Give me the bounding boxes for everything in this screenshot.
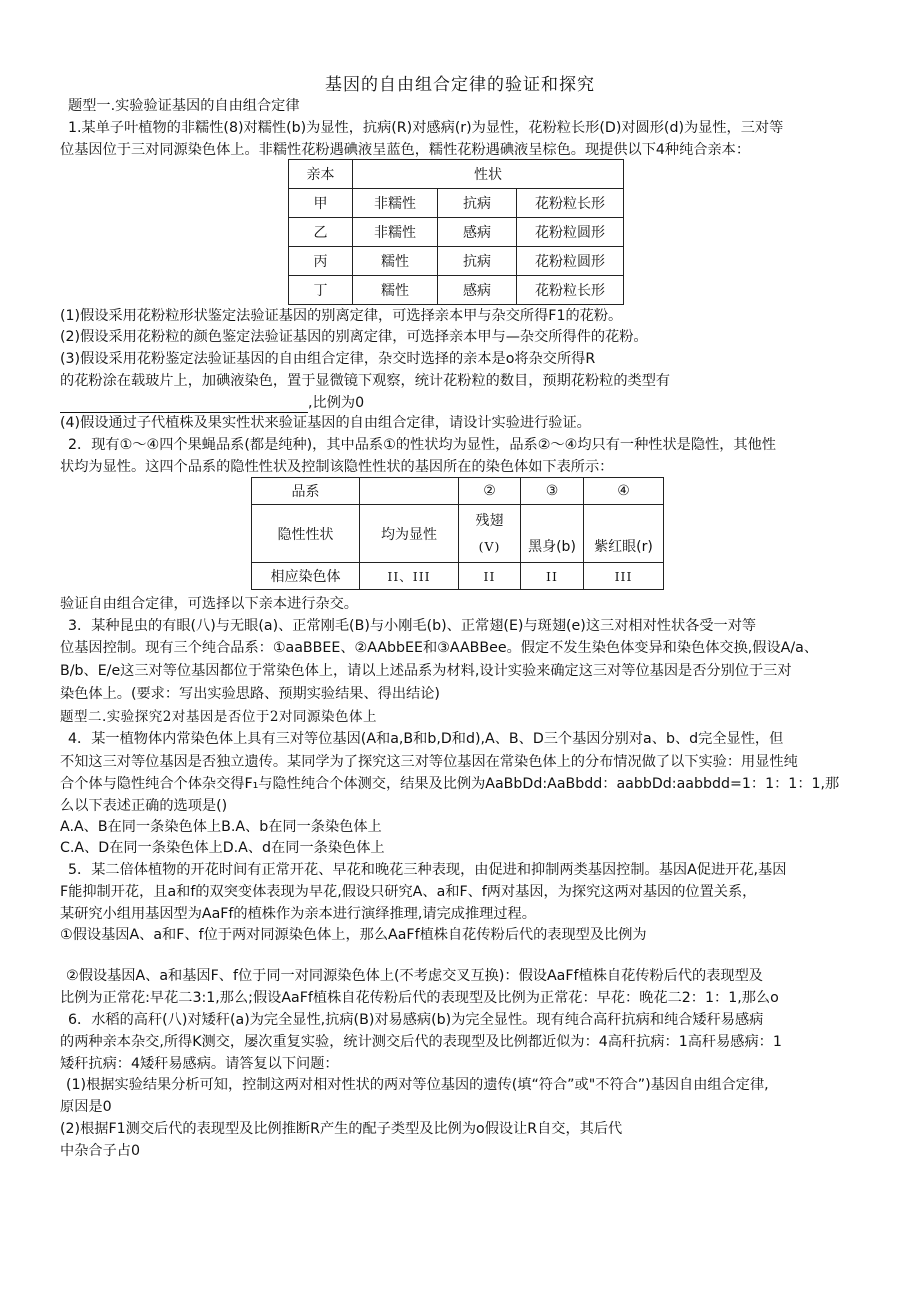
q6-line-2: 的两种亲本杂交,所得K测交，屡次重复实验，统计测交后代的表现型及比例都近似为：4高秆抗病：1高秆易感病：1	[60, 1034, 782, 1050]
table-header-cell: 品系	[252, 478, 360, 505]
table-cell	[459, 505, 521, 563]
q2-line-2: 状均为显性。这四个品系的隐性性状及控制该隐性性状的基因所在的染色体如下表所示：	[60, 459, 614, 475]
q6-line-3: 矮秆抗病：4矮秆易感病。请答复以下问题：	[60, 1056, 339, 1072]
table-header-row	[289, 160, 624, 189]
answer-blank[interactable]	[60, 398, 308, 413]
q1-line-2: 位基因位于三对同源染色体上。非糯性花粉遇碘液呈蓝色，糯性花粉遇碘液呈棕色。现提供以下4种纯合亲本：	[60, 142, 751, 158]
table-cell: 紫红眼(r)	[584, 505, 664, 563]
table-cell: 糯性	[353, 276, 438, 305]
table-cell: 黑身(b)	[521, 505, 584, 563]
trait-name: 残翅	[475, 512, 504, 529]
table-header-cell: 亲本	[289, 160, 353, 189]
q6-line-1: 6．水稻的高秆(八)对矮秆(a)为完全显性,抗病(B)对易感病(b)为完全显性。现有纯合高秆抗病和纯合矮秆易感病	[68, 1012, 764, 1028]
section-heading-2: 题型二.实验探究2对基因是否位于2对同源染色体上	[60, 709, 377, 725]
q4-option-cd: C.A、D在同一条染色体上D.A、d在同一条染色体上	[60, 840, 385, 856]
q3-line-4: 染色体上。(要求：写出实验思路、预期实验结果、得出结论)	[60, 686, 440, 702]
q6-line-4: (1)根据实验结果分析可知，控制这两对相对性状的两对等位基因的遗传(填“符合”或"不符合”)基因自由组合定律,	[66, 1077, 769, 1093]
table-cell: 非糯性	[353, 218, 438, 247]
table-cell: 花粉粒长形	[517, 276, 624, 305]
q3-line-1: 3．某种昆虫的有眼(八)与无眼(a)、正常刚毛(B)与小刚毛(b)、正常翅(E)与斑翅(e)这三对相对性状各受一对等	[68, 618, 757, 634]
q1-sub-2: (2)假设采用花粉粒的颜色鉴定法验证基因的别离定律，可选择亲本甲与—杂交所得件的花粉。	[60, 329, 648, 345]
table-cell: 花粉粒圆形	[517, 218, 624, 247]
table-row	[252, 505, 664, 563]
table-row	[289, 218, 624, 247]
table-cell: 乙	[289, 218, 353, 247]
table-cell: 糯性	[353, 247, 438, 276]
table-cell: 甲	[289, 189, 353, 218]
q1-line-1: 1.某单子叶植物的非糯性(8)对糯性(b)为显性，抗病(R)对感病(r)为显性，花粉粒长形(D)对圆形(d)为显性，三对等	[68, 120, 784, 136]
q2-tail: 验证自由组合定律，可选择以下亲本进行杂交。	[60, 596, 358, 612]
table-header-cell: ④	[584, 478, 664, 505]
q1-sub-3: (3)假设采用花粉鉴定法验证基因的自由组合定律，杂交时选择的亲本是o将杂交所得R	[60, 351, 596, 367]
table-cell: 感病	[438, 276, 517, 305]
parent-traits-table	[288, 159, 624, 305]
table-cell: III	[584, 563, 664, 590]
table-cell: 花粉粒长形	[517, 189, 624, 218]
table-cell: 抗病	[438, 247, 517, 276]
q3-line-2: 位基因控制。现有三个纯合品系：①aaBBEE、②AAbbEE和③AABBee。假定不发生染色体变异和染色体交换,假设A/a、	[60, 640, 819, 656]
q1-sub-3-cont: 的花粉涂在载玻片上，加碘液染色，置于显微镜下观察，统计花粉粒的数目，预期花粉粒的类型有	[60, 373, 671, 389]
table-cell: 花粉粒圆形	[517, 247, 624, 276]
q5-line-6: 比例为正常花:早花二3:1,那么;假设AaFf植株自花传粉后代的表现型及比例为正常花：早花：晚花二2：1：1,那么o	[60, 990, 779, 1006]
q4-option-ab: A.A、B在同一条染色体上B.A、b在同一条染色体上	[60, 819, 382, 835]
q5-line-2: F能抑制开花，且a和f的双突变体表现为早花,假设只研究A、a和F、f两对基因，为探究这两对基因的位置关系，	[60, 884, 757, 900]
q4-line-3: 合个体与隐性纯合个体杂交得F₁与隐性纯合个体测交，结果及比例为AaBbDd:AaBbdd：aabbDd:aabbdd=1：1：1：1,那	[60, 776, 840, 792]
q1-sub-4: (4)假设通过子代植株及果实性状来验证基因的自由组合定律，请设计实验进行验证。	[60, 415, 591, 431]
section-heading-1: 题型一.实验验证基因的自由组合定律	[68, 98, 300, 114]
table-row	[252, 563, 664, 590]
q1-sub-1: (1)假设采用花粉粒形状鉴定法验证基因的别离定律，可选择亲本甲与杂交所得F1的花粉。	[60, 308, 623, 324]
q5-line-4: ①假设基因A、a和F、f位于两对同源染色体上，那么AaFf植株自花传粉后代的表现型及比例为	[60, 927, 647, 943]
table-cell: 非糯性	[353, 189, 438, 218]
table-cell: 均为显性	[360, 505, 459, 563]
table-cell: II、III	[360, 563, 459, 590]
table-cell: 抗病	[438, 189, 517, 218]
page-title: 基因的自由组合定律的验证和探究	[325, 75, 595, 95]
q2-line-1: 2．现有①〜④四个果蝇品系(都是纯种)，其中品系①的性状均为显性，品系②〜④均只有一种性状是隐性，其他性	[68, 437, 776, 453]
table-header-cell	[360, 478, 459, 505]
q3-line-3: B/b、E/e这三对等位基因都位于常染色体上，请以上述品系为材料,设计实验来确定这三对等位基因是否分别位于三对	[60, 663, 792, 679]
q4-line-4: 么以下表述正确的选项是()	[60, 798, 228, 814]
q5-line-3: 某研究小组用基因型为AaFf的植株作为亲本进行演绎推理,请完成推理过程。	[60, 906, 536, 922]
table-cell: 丁	[289, 276, 353, 305]
table-cell: 感病	[438, 218, 517, 247]
q5-line-1: 5．某二倍体植物的开花时间有正常开花、早花和晚花三种表现，由促进和抑制两类基因控制。基因A促进开花,基因	[68, 862, 787, 878]
table-row	[289, 189, 624, 218]
table-header-cell: 性状	[353, 160, 624, 189]
q1-ratio-text: ,比例为0	[308, 395, 365, 411]
table-header-row	[252, 478, 664, 505]
table-header-cell: ②	[459, 478, 521, 505]
table-cell: II	[459, 563, 521, 590]
table-row	[289, 247, 624, 276]
q5-line-5: ②假设基因A、a和基因F、f位于同一对同源染色体上(不考虑交叉互换)：假设AaFf植株自花传粉后代的表现型及	[66, 968, 763, 984]
fruitfly-strain-table	[251, 477, 664, 590]
table-cell: 丙	[289, 247, 353, 276]
q6-line-6: (2)根据F1测交后代的表现型及比例推断R产生的配子类型及比例为o假设让R自交，其后代	[60, 1121, 623, 1137]
q6-line-7: 中杂合子占0	[60, 1143, 140, 1159]
q4-line-1: 4．某一植物体内常染色体上具有三对等位基因(A和a,B和b,D和d),A、B、D三个基因分别对a、b、d完全显性，但	[68, 731, 784, 747]
table-cell: II	[521, 563, 584, 590]
table-cell: 隐性性状	[252, 505, 360, 563]
q1-ratio-line	[60, 393, 364, 413]
table-header-cell: ③	[521, 478, 584, 505]
q4-line-2: 不知这三对等位基因是否独立遗传。某同学为了探究这三对等位基因在常染色体上的分布情况做了以下实验：用显性纯	[60, 754, 798, 770]
gene-symbol: (V)	[478, 538, 501, 554]
q6-line-5: 原因是0	[60, 1099, 112, 1115]
table-row	[289, 276, 624, 305]
table-cell: 相应染色体	[252, 563, 360, 590]
